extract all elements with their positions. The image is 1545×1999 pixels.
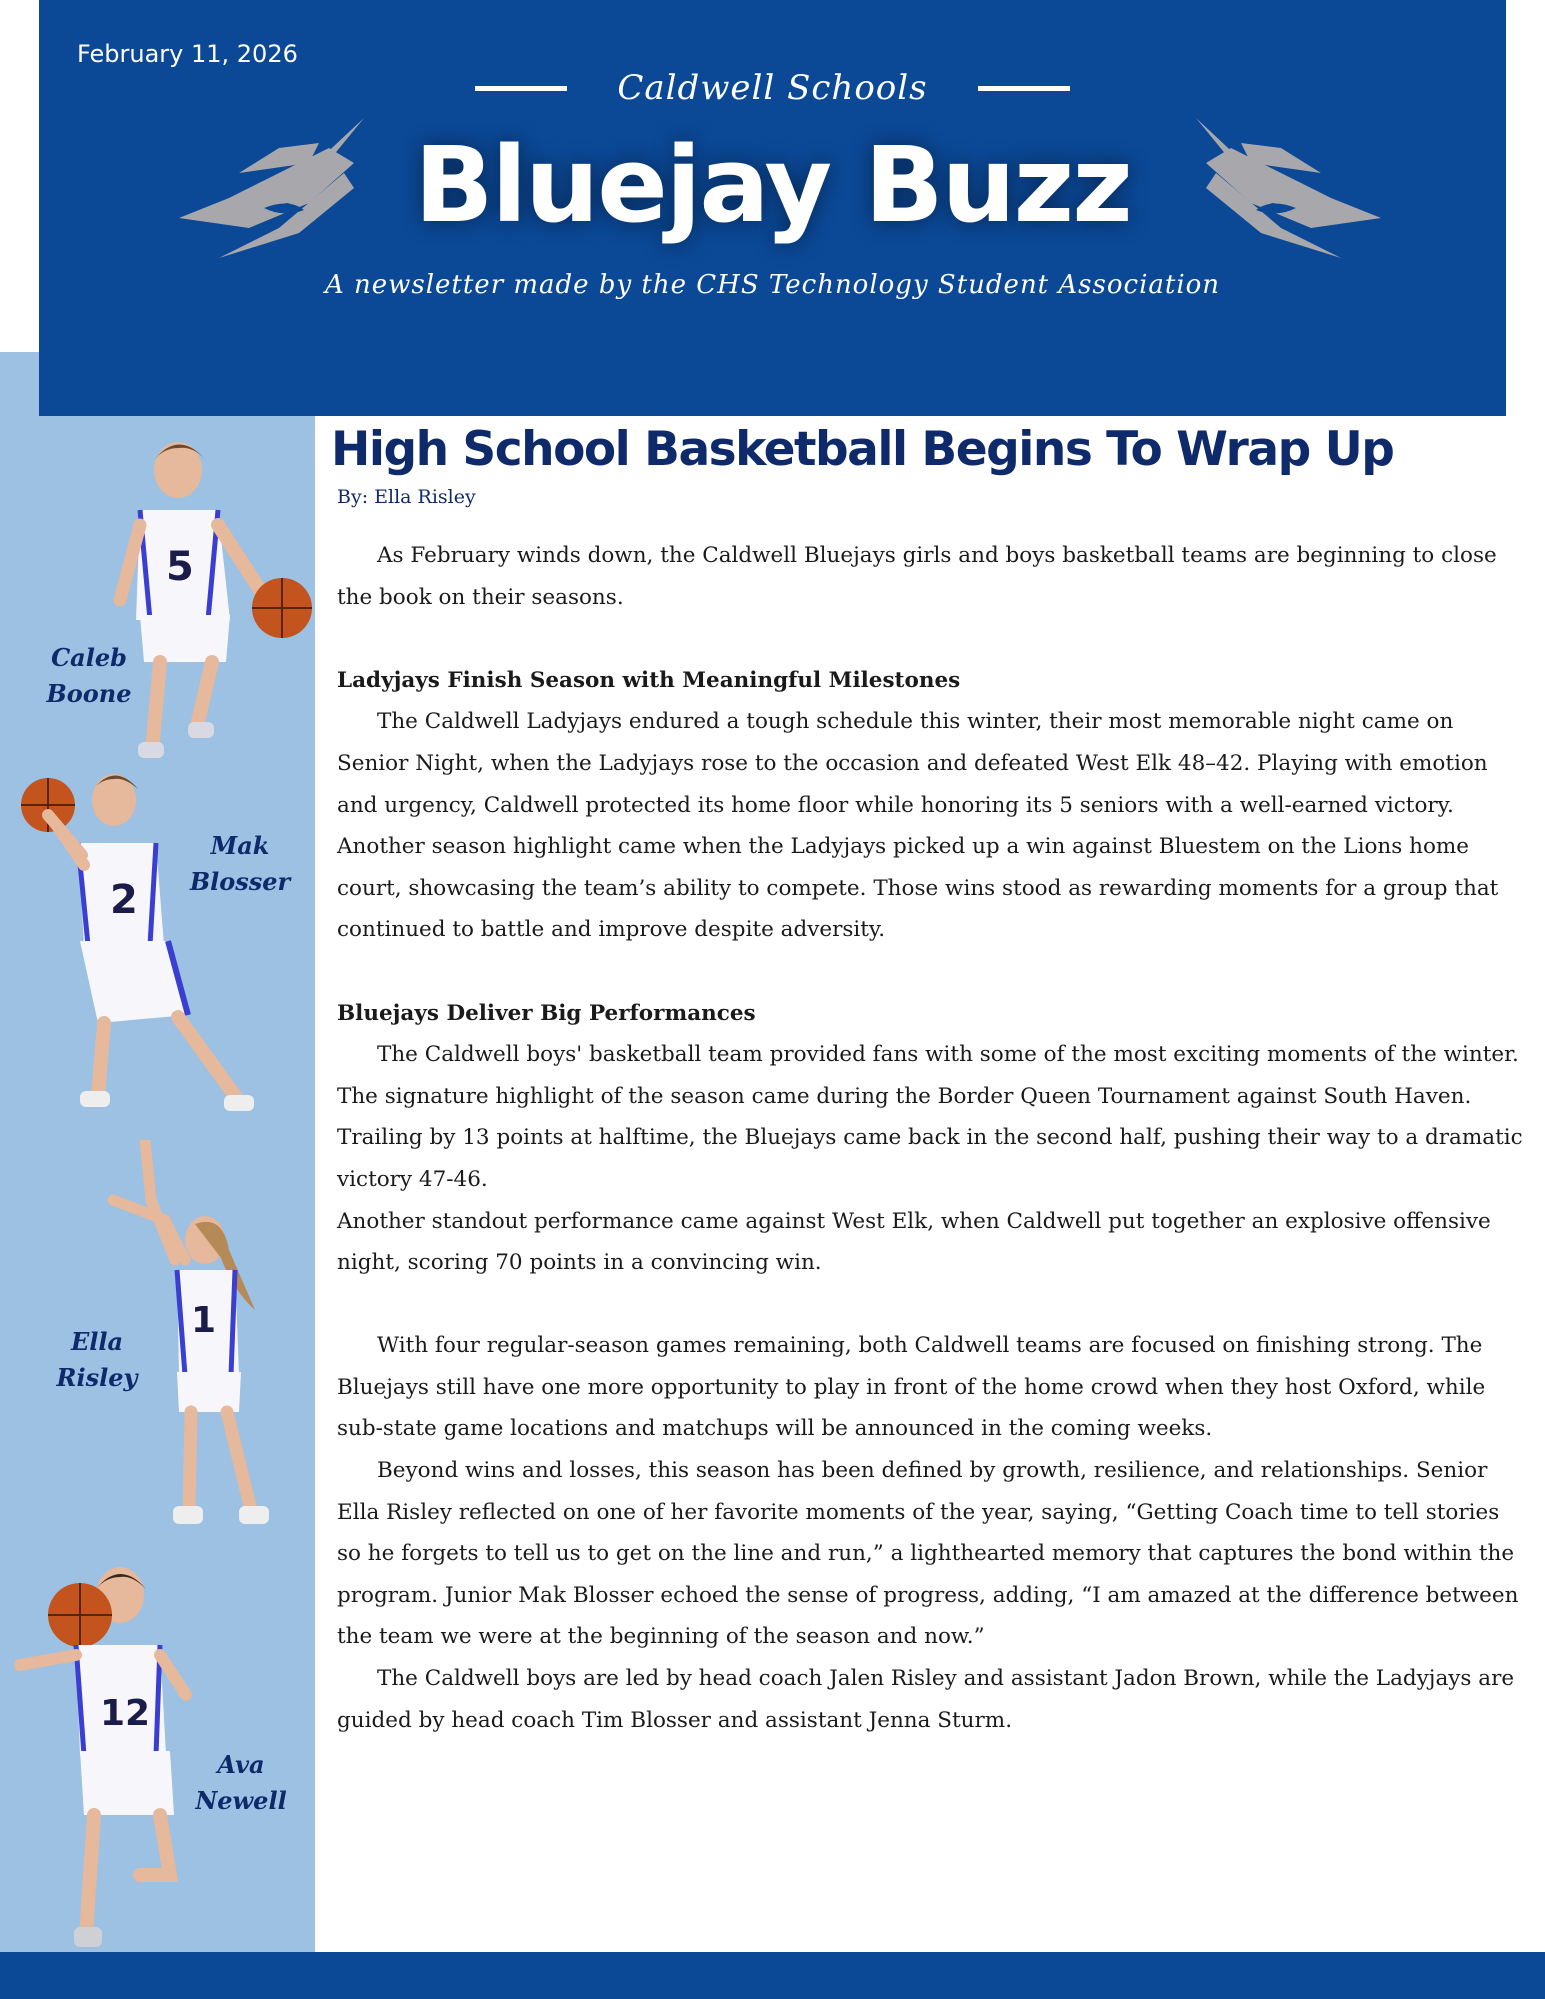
player-first-name: Ella	[70, 1327, 124, 1356]
player-jersey-mak: 2	[110, 877, 138, 923]
divider-left	[475, 86, 567, 91]
article-intro: As February winds down, the Caldwell Bluejays girls and boys basketball teams are beginning to close the book on their seasons.	[337, 543, 1497, 610]
player-last-name: Boone	[46, 679, 132, 708]
player-first-name: Ava	[217, 1750, 265, 1779]
player-last-name: Newell	[195, 1786, 287, 1815]
player-first-name: Caleb	[51, 643, 127, 672]
section-paragraph: Another season highlight came when the Ladyjays picked up a win against Bluestem on the Lions home court, showcasing the team’s ability to compete. Those wins stood as rewarding moments for a group that continued to battle and improve despite adversity.	[337, 834, 1499, 943]
player-photo-ava-newell	[10, 1555, 200, 1955]
divider-right	[978, 86, 1070, 91]
paragraph-spacer	[337, 618, 1527, 660]
newsletter-title: Bluejay Buzz	[414, 124, 1131, 246]
player-caption-caleb	[34, 640, 144, 712]
player-jersey-ava: 12	[100, 1693, 151, 1734]
article-byline: By: Ella Risley	[337, 486, 476, 508]
player-last-name: Blosser	[189, 867, 291, 896]
section-paragraph: Another standout performance came against West Elk, when Caldwell put together an explosive offensive night, scoring 70 points in a convincing win.	[337, 1208, 1491, 1276]
section-heading-ladyjays: Ladyjays Finish Season with Meaningful Milestones	[337, 667, 961, 693]
paragraph-spacer	[337, 1284, 1527, 1326]
article-title: High School Basketball Begins To Wrap Up	[331, 422, 1394, 477]
section-paragraph: The Caldwell Ladyjays endured a tough schedule this winter, their most memorable night came on Senior Night, when the Ladyjays rose to the occasion and defeated West Elk 48–42. Playing with emotion and urgency, Caldwell protected its home floor while honoring its 5 seniors with a well-earned victory.	[337, 709, 1488, 818]
bluejay-logo-right-icon	[1191, 118, 1391, 258]
player-photo-caleb-boone	[100, 430, 320, 770]
player-jersey-ella: 1	[191, 1300, 217, 1341]
school-name: Caldwell Schools	[617, 68, 928, 108]
closing-paragraph: With four regular-season games remaining, both Caldwell teams are focused on finishing strong. The Bluejays still have one more opportunity to play in front of the home crowd when they host Oxford, while sub-state game locations and matchups will be announced in the coming weeks.	[337, 1333, 1486, 1442]
article-body	[337, 535, 1527, 1741]
section-heading-bluejays: Bluejays Deliver Big Performances	[337, 1000, 756, 1026]
footer-bar	[0, 1952, 1545, 1999]
player-jersey-caleb: 5	[166, 544, 194, 590]
newsletter-header	[39, 0, 1506, 416]
paragraph-spacer	[337, 951, 1527, 993]
closing-paragraph: Beyond wins and losses, this season has been defined by growth, resilience, and relationships. Senior Ella Risley reflected on one of her favorite moments of the year, saying, “Getting Coach time to tell stories so he forgets to tell us to get on the line and run,” a lighthearted memory that captures the bond within the program. Junior Mak Blosser echoed the sense of progress, adding, “I am amazed at the difference between the team we were at the beginning of the season and now.”	[337, 1458, 1519, 1650]
player-caption-mak	[185, 828, 295, 900]
player-first-name: Mak	[210, 831, 270, 860]
issue-date: February 11, 2026	[77, 40, 298, 68]
player-last-name: Risley	[56, 1363, 138, 1392]
school-row	[39, 62, 1506, 114]
player-photo-mak-blosser	[18, 755, 258, 1135]
player-caption-ava	[186, 1747, 296, 1819]
closing-paragraph: The Caldwell boys are led by head coach Jalen Risley and assistant Jadon Brown, while the Ladyjays are guided by head coach Tim Blosser and assistant Jenna Sturm.	[337, 1666, 1515, 1733]
newsletter-tagline: A newsletter made by the CHS Technology Student Association	[324, 270, 1221, 300]
section-paragraph: The Caldwell boys' basketball team provided fans with some of the most exciting moments of the winter. The signature highlight of the season came during the Border Queen Tournament against South Haven. Trailing by 13 points at halftime, the Bluejays came back in the second half, pushing their way to a dramatic victory 47-46.	[337, 1042, 1523, 1192]
player-caption-ella	[42, 1324, 152, 1396]
